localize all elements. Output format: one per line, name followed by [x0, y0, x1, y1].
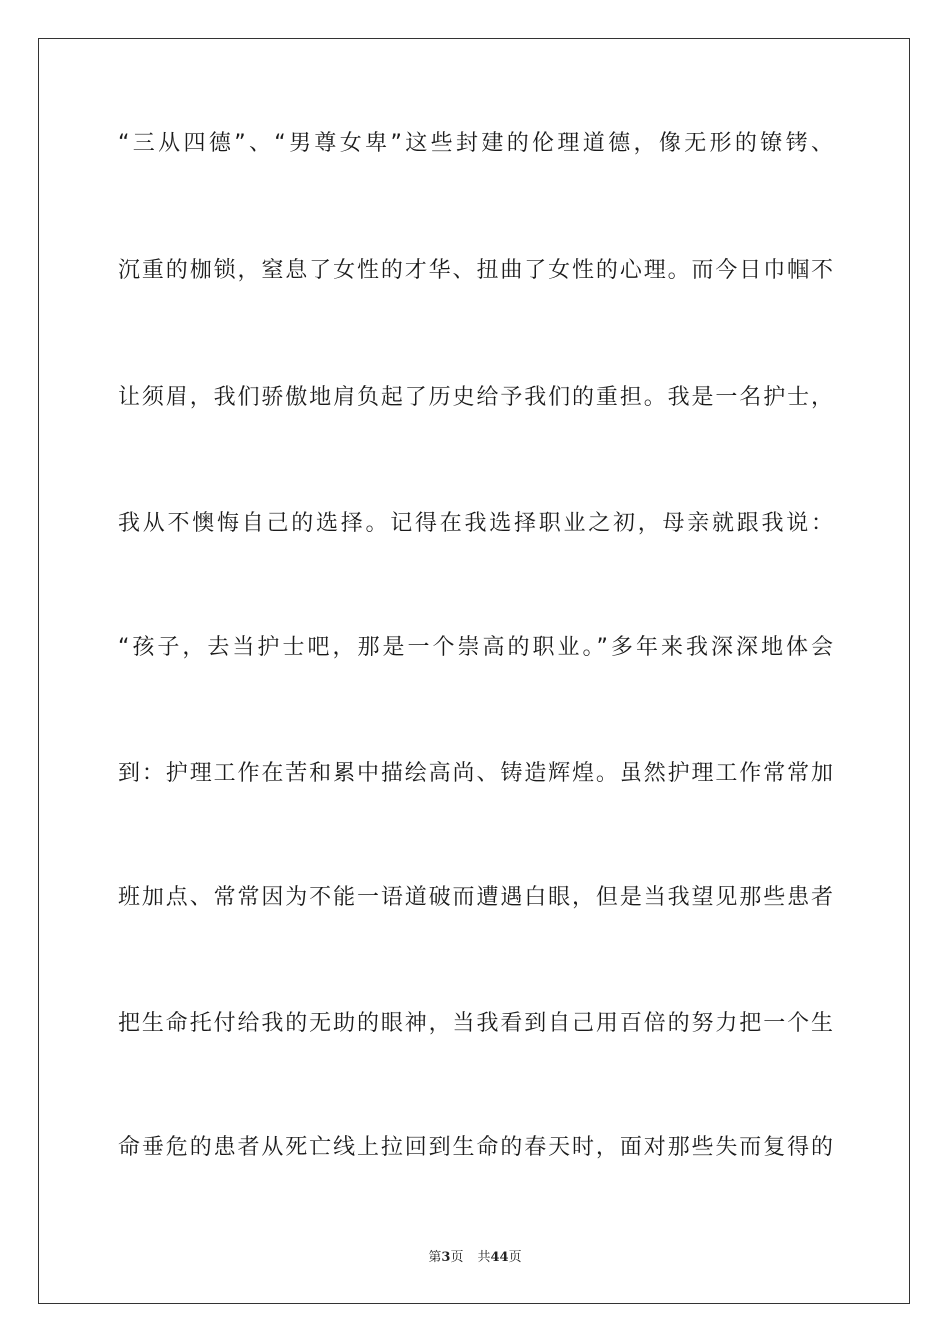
page-number: 3: [441, 1250, 451, 1265]
page-footer: [0, 1246, 950, 1265]
text-line-8: 把生命托付给我的无助的眼神，当我看到自己用百倍的努力把一个生: [118, 1011, 834, 1036]
total-prefix: 共: [477, 1250, 491, 1265]
total-pages: 44: [490, 1250, 509, 1265]
text-line-2: 沉重的枷锁，窒息了女性的才华、扭曲了女性的心理。而今日巾帼不: [118, 258, 834, 283]
text-line-7: 班加点、常常因为不能一语道破而遭遇白眼，但是当我望见那些患者: [118, 885, 834, 910]
page-border: [38, 38, 910, 1304]
text-line-6: 到：护理工作在苦和累中描绘高尚、铸造辉煌。虽然护理工作常常加: [118, 761, 834, 786]
text-line-3: 让须眉，我们骄傲地肩负起了历史给予我们的重担。我是一名护士，: [118, 385, 834, 410]
text-line-4: 我从不懊悔自己的选择。记得在我选择职业之初，母亲就跟我说：: [118, 511, 834, 536]
text-line-9: 命垂危的患者从死亡线上拉回到生命的春天时，面对那些失而复得的: [118, 1135, 834, 1160]
page-suffix: 页: [450, 1250, 464, 1265]
page-prefix: 第: [428, 1250, 442, 1265]
text-line-1: “三从四德”、“男尊女卑”这些封建的伦理道德，像无形的镣铐、: [118, 131, 834, 156]
total-suffix: 页: [508, 1250, 522, 1265]
text-line-5: “孩子，去当护士吧，那是一个崇高的职业。”多年来我深深地体会: [118, 635, 834, 660]
